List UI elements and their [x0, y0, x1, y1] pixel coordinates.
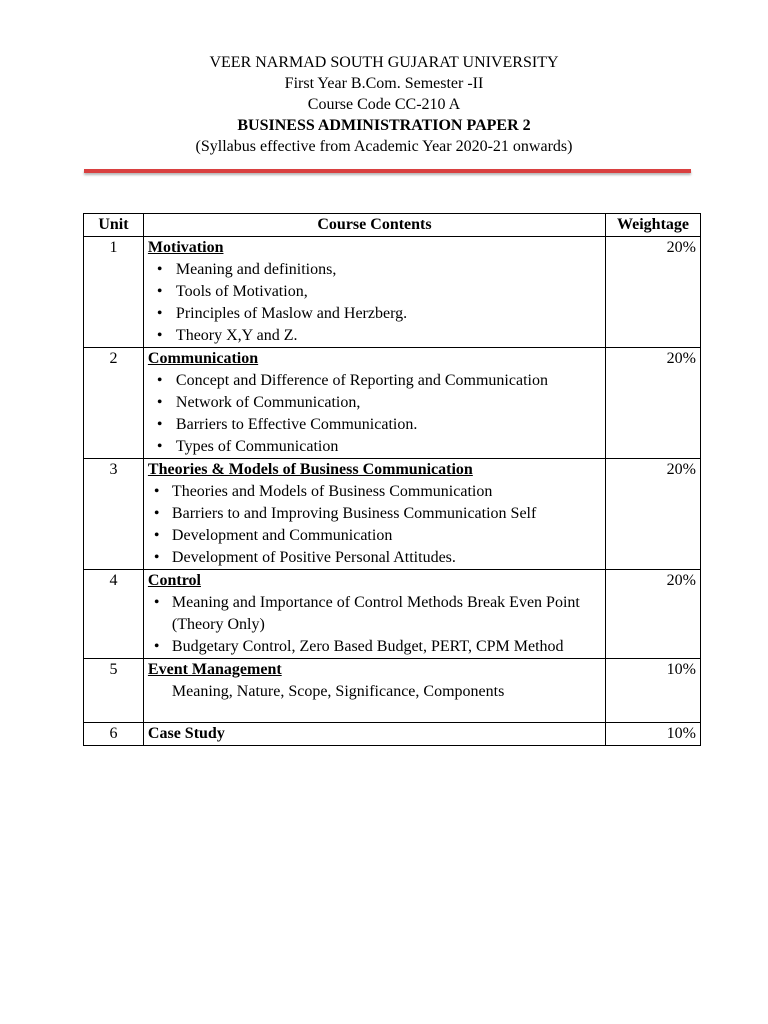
unit-number: 1	[84, 237, 144, 348]
topic-list	[148, 259, 601, 347]
course-contents	[143, 459, 605, 570]
table-row	[84, 659, 701, 723]
contents-column-header: Course Contents	[143, 214, 605, 237]
list-item: • Development of Positive Personal Attitudes.	[148, 547, 601, 569]
unit-column-header: Unit	[84, 214, 144, 237]
table-row	[84, 237, 701, 348]
effective-note: (Syllabus effective from Academic Year 2020-21 onwards)	[195, 138, 573, 155]
syllabus-table	[83, 213, 701, 746]
list-item: • Barriers to and Improving Business Communication Self	[148, 503, 601, 525]
table-row	[84, 459, 701, 570]
unit-number: 2	[84, 348, 144, 459]
course-contents	[143, 348, 605, 459]
unit-number: 5	[84, 659, 144, 723]
table-row	[84, 348, 701, 459]
unit-number: 6	[84, 723, 144, 746]
unit-title: Event Management	[147, 661, 282, 678]
unit-number: 4	[84, 570, 144, 659]
unit-title: Control	[147, 572, 201, 589]
list-item: • Barriers to Effective Communication.	[148, 414, 601, 436]
unit-title: Case Study	[147, 725, 225, 742]
list-item: • Development and Communication	[148, 525, 601, 547]
table-row	[84, 570, 701, 659]
weightage: 20%	[606, 459, 701, 570]
list-item: • Theory X,Y and Z.	[148, 325, 601, 347]
table-header-row	[84, 214, 701, 237]
unit-title: Communication	[147, 350, 259, 367]
weightage-column-header: Weightage	[606, 214, 701, 237]
topic-list	[148, 592, 601, 658]
unit-number: 3	[84, 459, 144, 570]
weightage: 20%	[606, 348, 701, 459]
weightage: 10%	[606, 659, 701, 723]
list-item: • Concept and Difference of Reporting and Communication	[148, 370, 601, 392]
unit-description: Meaning, Nature, Scope, Significance, Components	[171, 683, 505, 700]
list-item: • Theories and Models of Business Communication	[148, 481, 601, 503]
document-header	[0, 52, 768, 157]
course-contents	[143, 570, 605, 659]
weightage: 20%	[606, 237, 701, 348]
topic-list	[148, 481, 601, 569]
course-contents	[143, 237, 605, 348]
list-item: • Network of Communication,	[148, 392, 601, 414]
course-contents	[143, 659, 605, 723]
unit-title: Theories & Models of Business Communication	[147, 461, 473, 478]
weightage: 10%	[606, 723, 701, 746]
list-item: • Meaning and definitions,	[148, 259, 601, 281]
course-contents	[143, 723, 605, 746]
weightage: 20%	[606, 570, 701, 659]
unit-title: Motivation	[147, 239, 224, 256]
list-item: • Tools of Motivation,	[148, 281, 601, 303]
year-semester: First Year B.Com. Semester -II	[284, 75, 484, 92]
header-divider	[84, 169, 691, 173]
table-row	[84, 723, 701, 746]
paper-title: BUSINESS ADMINISTRATION PAPER 2	[237, 117, 531, 134]
university-name: VEER NARMAD SOUTH GUJARAT UNIVERSITY	[209, 54, 559, 71]
topic-list	[148, 370, 601, 458]
list-item: • Principles of Maslow and Herzberg.	[148, 303, 601, 325]
list-item: • Meaning and Importance of Control Methods Break Even Point (Theory Only)	[148, 592, 601, 636]
list-item: • Types of Communication	[148, 436, 601, 458]
list-item: • Budgetary Control, Zero Based Budget, PERT, CPM Method	[148, 636, 601, 658]
course-code: Course Code CC-210 A	[307, 96, 461, 113]
